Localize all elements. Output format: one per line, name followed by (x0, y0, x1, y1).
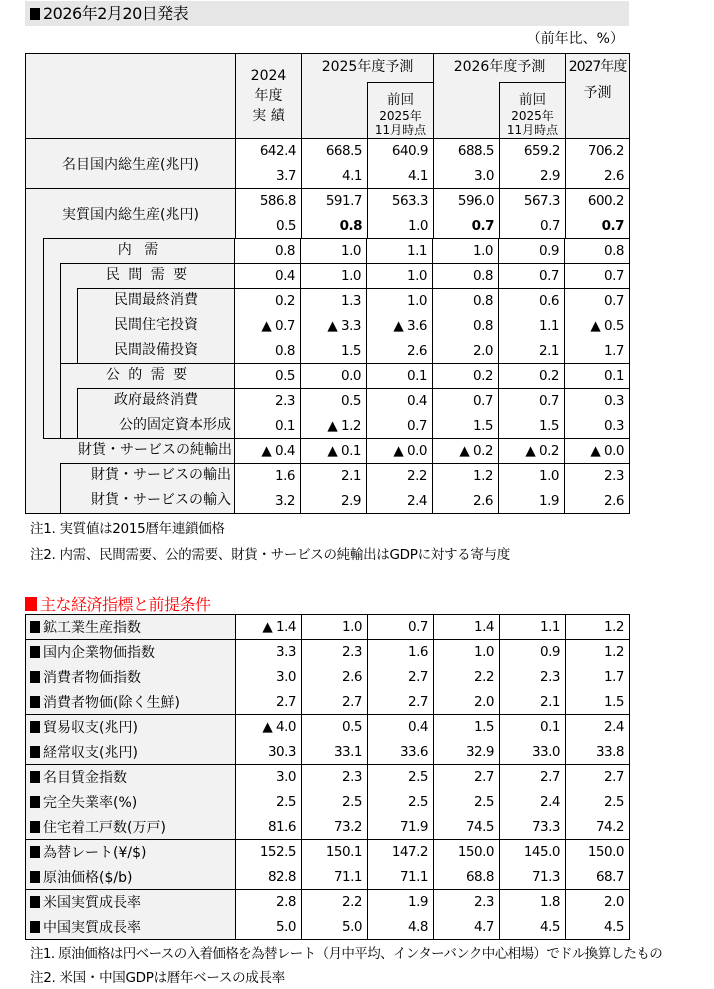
cell: ▲ 4.0 (236, 715, 302, 740)
table-row (26, 865, 630, 890)
row-label: 原油価格($/b) (26, 865, 236, 890)
row-label: 住宅着工戸数(万戸) (26, 815, 236, 840)
square-bullet-icon (30, 671, 40, 683)
cell: 0.3 (565, 389, 630, 414)
cell: 1.3 (301, 289, 367, 314)
cell: 1.0 (433, 239, 499, 264)
cell: ▲ 3.3 (301, 314, 367, 339)
cell: 1.0 (301, 239, 367, 264)
table-row (26, 665, 630, 690)
table-row (235, 464, 630, 489)
cell: 2.5 (368, 765, 434, 790)
red-square-bullet-icon (25, 597, 37, 611)
square-bullet-icon (30, 746, 40, 758)
table-row (26, 790, 630, 815)
cell: 1.9 (499, 489, 565, 514)
cell: 1.0 (368, 214, 434, 239)
cell: 33.0 (500, 740, 566, 765)
cell: 0.7 (434, 214, 500, 239)
cell: 0.8 (433, 264, 499, 289)
cell: ▲ 0.2 (499, 439, 565, 464)
header-blank (26, 54, 236, 139)
cell: 0.7 (368, 615, 434, 640)
cell: 3.2 (235, 489, 301, 514)
square-bullet-icon (30, 696, 40, 708)
cell: 150.0 (434, 840, 500, 865)
header-2026-previous: 前回 2025年 11月時点 (500, 83, 566, 139)
cell: 2.9 (500, 164, 566, 189)
header-2026-forecast: 2026年度予測 (434, 54, 566, 83)
cell: 68.7 (566, 865, 630, 890)
cell: 2.1 (500, 690, 566, 715)
row-label: 中国実質成長率 (26, 915, 236, 940)
cell: 71.9 (368, 815, 434, 840)
cell: 1.0 (301, 264, 367, 289)
row-label: 財貨・サービスの輸入 (91, 492, 231, 508)
cell: 4.5 (566, 915, 630, 940)
cell: 2.5 (434, 790, 500, 815)
gdp-note-1: 注1. 実質値は2015暦年連鎖価格 (30, 521, 225, 537)
table-row (235, 489, 630, 514)
cell: 0.3 (565, 414, 630, 439)
cell: 0.7 (565, 289, 630, 314)
square-bullet-icon (30, 821, 40, 833)
cell: 0.5 (236, 214, 302, 239)
cell: 1.0 (499, 464, 565, 489)
cell: 567.3 (500, 189, 566, 214)
row-label-public-demand: 公 的 需 要 (105, 367, 190, 383)
cell: 3.0 (236, 765, 302, 790)
cell: 0.4 (368, 715, 434, 740)
cell: 596.0 (434, 189, 500, 214)
cell: 1.6 (368, 640, 434, 665)
cell: 0.7 (499, 389, 565, 414)
row-label: 米国実質成長率 (26, 890, 236, 915)
cell: 1.8 (500, 890, 566, 915)
cell: 2.3 (235, 389, 301, 414)
cell: 0.7 (500, 214, 566, 239)
cell: 2.5 (302, 790, 368, 815)
cell: 1.1 (500, 615, 566, 640)
row-label: 鉱工業生産指数 (26, 615, 236, 640)
square-bullet-icon (30, 721, 40, 733)
cell: 2.1 (499, 339, 565, 364)
cell: 0.7 (367, 414, 433, 439)
cell: ▲ 0.2 (433, 439, 499, 464)
cell: 2.0 (433, 339, 499, 364)
cell: 5.0 (236, 915, 302, 940)
cell: 68.8 (434, 865, 500, 890)
cell: 2.6 (565, 489, 630, 514)
cell: 2.7 (302, 690, 368, 715)
table-row-public-demand (235, 364, 630, 389)
cell: ▲ 0.0 (367, 439, 433, 464)
row-label: 完全失業率(%) (26, 790, 236, 815)
header-2026-current (434, 83, 500, 139)
cell: 4.1 (302, 164, 368, 189)
cell: 3.7 (236, 164, 302, 189)
cell: 0.4 (367, 389, 433, 414)
cell: 73.3 (500, 815, 566, 840)
table-row (235, 339, 630, 364)
cell: 0.8 (302, 214, 368, 239)
release-date-title: 2026年2月20日発表 (25, 1, 629, 26)
table-row (26, 915, 630, 940)
cell: 30.3 (236, 740, 302, 765)
cell: 2.5 (566, 790, 630, 815)
cell: 0.7 (565, 264, 630, 289)
table-row (26, 840, 630, 865)
row-label: 名目賃金指数 (26, 765, 236, 790)
cell: ▲ 3.6 (367, 314, 433, 339)
cell: 0.5 (301, 389, 367, 414)
unit-note: （前年比、%） (526, 31, 624, 47)
cell: ▲ 0.5 (565, 314, 630, 339)
cell: 2.7 (236, 690, 302, 715)
cell: 150.1 (302, 840, 368, 865)
cell: 71.1 (302, 865, 368, 890)
table-row (235, 289, 630, 314)
cell: 1.1 (367, 239, 433, 264)
square-bullet-icon (30, 921, 40, 933)
cell: 2.7 (434, 765, 500, 790)
header-2025-current (302, 83, 368, 139)
gdp-forecast-table (25, 53, 630, 239)
cell: 0.9 (499, 239, 565, 264)
row-label: 財貨・サービスの輸出 (91, 467, 231, 483)
cell: 2.6 (433, 489, 499, 514)
cell: 1.2 (566, 615, 630, 640)
header-2024-actual: 2024 年度 実 績 (236, 54, 302, 139)
table-row (26, 815, 630, 840)
row-label: 民間住宅投資 (114, 317, 198, 333)
square-bullet-icon (30, 796, 40, 808)
square-bullet-icon (30, 871, 40, 883)
cell: 4.5 (500, 915, 566, 940)
cell: 0.8 (433, 289, 499, 314)
cell: 145.0 (500, 840, 566, 865)
cell: 82.8 (236, 865, 302, 890)
cell: 3.0 (236, 665, 302, 690)
cell: 0.7 (566, 214, 630, 239)
cell: 0.0 (301, 364, 367, 389)
cell: 71.3 (500, 865, 566, 890)
cell: 32.9 (434, 740, 500, 765)
header-2027-forecast: 2027年度 予測 (566, 54, 630, 139)
cell: 73.2 (302, 815, 368, 840)
cell: 2.2 (367, 464, 433, 489)
cell: 147.2 (368, 840, 434, 865)
table-row-domestic-demand (235, 239, 630, 264)
cell: 0.6 (499, 289, 565, 314)
table-row (235, 389, 630, 414)
row-label-private-demand: 民 間 需 要 (105, 267, 190, 283)
square-bullet-icon (30, 646, 40, 658)
cell: 74.2 (566, 815, 630, 840)
cell: 659.2 (500, 139, 566, 164)
table-row-private-demand (235, 264, 630, 289)
cell: 71.1 (368, 865, 434, 890)
table-row (26, 765, 630, 790)
cell: 0.8 (433, 314, 499, 339)
table-row (26, 690, 630, 715)
cell: 5.0 (302, 915, 368, 940)
cell: 1.1 (499, 314, 565, 339)
indicators-note-2: 注2. 米国・中国GDPは暦年ベースの成長率 (30, 970, 285, 986)
row-label: 民間設備投資 (114, 342, 198, 358)
header-2025-forecast: 2025年度予測 (302, 54, 434, 83)
cell: 2.3 (500, 665, 566, 690)
cell: 1.0 (434, 640, 500, 665)
cell: 2.5 (368, 790, 434, 815)
cell: 0.4 (235, 264, 301, 289)
cell: 1.5 (433, 414, 499, 439)
row-label: 貿易収支(兆円) (26, 715, 236, 740)
row-label: 為替レート(¥/$) (26, 840, 236, 865)
cell: 640.9 (368, 139, 434, 164)
cell: 1.5 (434, 715, 500, 740)
cell: 2.1 (301, 464, 367, 489)
cell: 2.9 (301, 489, 367, 514)
cell: 0.5 (302, 715, 368, 740)
cell: 0.2 (433, 364, 499, 389)
cell: ▲ 1.2 (301, 414, 367, 439)
cell: 2.8 (236, 890, 302, 915)
cell: 3.0 (434, 164, 500, 189)
cell: 152.5 (236, 840, 302, 865)
row-label: 国内企業物価指数 (26, 640, 236, 665)
cell: 563.3 (368, 189, 434, 214)
cell: 2.6 (367, 339, 433, 364)
cell: 0.1 (235, 414, 301, 439)
cell: 4.8 (368, 915, 434, 940)
cell: 1.7 (566, 665, 630, 690)
cell: 2.3 (302, 765, 368, 790)
cell: 33.6 (368, 740, 434, 765)
cell: ▲ 0.7 (235, 314, 301, 339)
row-label: 経常収支(兆円) (26, 740, 236, 765)
economic-indicators-table (25, 614, 630, 940)
row-label: 公的固定資本形成 (119, 417, 231, 433)
cell: 0.9 (500, 640, 566, 665)
cell: 0.8 (235, 339, 301, 364)
square-bullet-icon (30, 8, 40, 20)
cell: 0.7 (433, 389, 499, 414)
cell: 591.7 (302, 189, 368, 214)
cell: 0.1 (500, 715, 566, 740)
cell: 1.0 (367, 264, 433, 289)
cell: 3.3 (236, 640, 302, 665)
cell: 1.5 (301, 339, 367, 364)
indicators-section-title: 主な経済指標と前提条件 (25, 592, 211, 615)
table-row (235, 314, 630, 339)
row-label: 政府最終消費 (114, 392, 198, 408)
indicators-note-1: 注1. 原油価格は円ベースの入着価格を為替レート（月中平均、インターバンク中心相場）でドル換算したもの (30, 946, 663, 962)
cell: 1.0 (302, 615, 368, 640)
cell: 2.3 (434, 890, 500, 915)
cell: 1.2 (566, 640, 630, 665)
cell: 2.7 (566, 765, 630, 790)
cell: 81.6 (236, 815, 302, 840)
table-row (26, 715, 630, 740)
cell: 0.8 (235, 239, 301, 264)
cell: 586.8 (236, 189, 302, 214)
cell: 2.4 (566, 715, 630, 740)
row-label-domestic-demand: 内 需 (117, 242, 163, 258)
row-label: 消費者物価指数 (26, 665, 236, 690)
cell: 1.5 (566, 690, 630, 715)
cell: 2.3 (302, 640, 368, 665)
square-bullet-icon (30, 621, 40, 633)
cell: 2.0 (434, 690, 500, 715)
cell: 2.0 (566, 890, 630, 915)
row-label: 実質国内総生産(兆円) (26, 189, 236, 239)
cell: 33.1 (302, 740, 368, 765)
breakdown-labels (25, 238, 235, 514)
row-label: 民間最終消費 (114, 292, 198, 308)
table-row (235, 414, 630, 439)
cell: 0.8 (565, 239, 630, 264)
table-row (26, 615, 630, 640)
cell: 2.5 (236, 790, 302, 815)
cell: ▲ 0.0 (565, 439, 630, 464)
cell: 33.8 (566, 740, 630, 765)
table-row (26, 640, 630, 665)
table-row (26, 890, 630, 915)
cell: 0.1 (565, 364, 630, 389)
square-bullet-icon (30, 896, 40, 908)
cell: 0.5 (235, 364, 301, 389)
table-row (26, 740, 630, 765)
cell: 4.7 (434, 915, 500, 940)
cell: 0.1 (367, 364, 433, 389)
cell: 2.2 (302, 890, 368, 915)
cell: 4.1 (368, 164, 434, 189)
cell: 1.6 (235, 464, 301, 489)
cell: 2.4 (500, 790, 566, 815)
cell: 1.0 (367, 289, 433, 314)
cell: 0.2 (499, 364, 565, 389)
cell: 2.7 (368, 665, 434, 690)
gdp-note-2: 注2. 内需、民間需要、公的需要、財貨・サービスの純輸出はGDPに対する寄与度 (30, 547, 510, 563)
row-label: 消費者物価(除く生鮮) (26, 690, 236, 715)
cell: 0.2 (235, 289, 301, 314)
cell: 2.4 (367, 489, 433, 514)
cell: 688.5 (434, 139, 500, 164)
cell: 600.2 (566, 189, 630, 214)
cell: 2.7 (368, 690, 434, 715)
cell: 0.7 (499, 264, 565, 289)
header-2025-previous: 前回 2025年 11月時点 (368, 83, 434, 139)
cell: ▲ 1.4 (236, 615, 302, 640)
cell: 668.5 (302, 139, 368, 164)
cell: 1.4 (434, 615, 500, 640)
cell: 74.5 (434, 815, 500, 840)
cell: 1.7 (565, 339, 630, 364)
cell: 642.4 (236, 139, 302, 164)
row-label-net-exports: 財貨・サービスの純輸出 (78, 442, 232, 458)
table-row-real-gdp (26, 189, 630, 214)
gdp-breakdown-values (234, 238, 630, 514)
square-bullet-icon (30, 771, 40, 783)
table-row-nominal-gdp (26, 139, 630, 164)
cell: 2.3 (565, 464, 630, 489)
cell: ▲ 0.4 (235, 439, 301, 464)
cell: ▲ 0.1 (301, 439, 367, 464)
cell: 1.5 (499, 414, 565, 439)
table-row-net-exports (235, 439, 630, 464)
cell: 150.0 (566, 840, 630, 865)
cell: 2.6 (302, 665, 368, 690)
cell: 2.7 (500, 765, 566, 790)
row-label: 名目国内総生産(兆円) (26, 139, 236, 189)
cell: 706.2 (566, 139, 630, 164)
cell: 2.6 (566, 164, 630, 189)
cell: 1.2 (433, 464, 499, 489)
square-bullet-icon (30, 846, 40, 858)
cell: 2.2 (434, 665, 500, 690)
cell: 1.9 (368, 890, 434, 915)
